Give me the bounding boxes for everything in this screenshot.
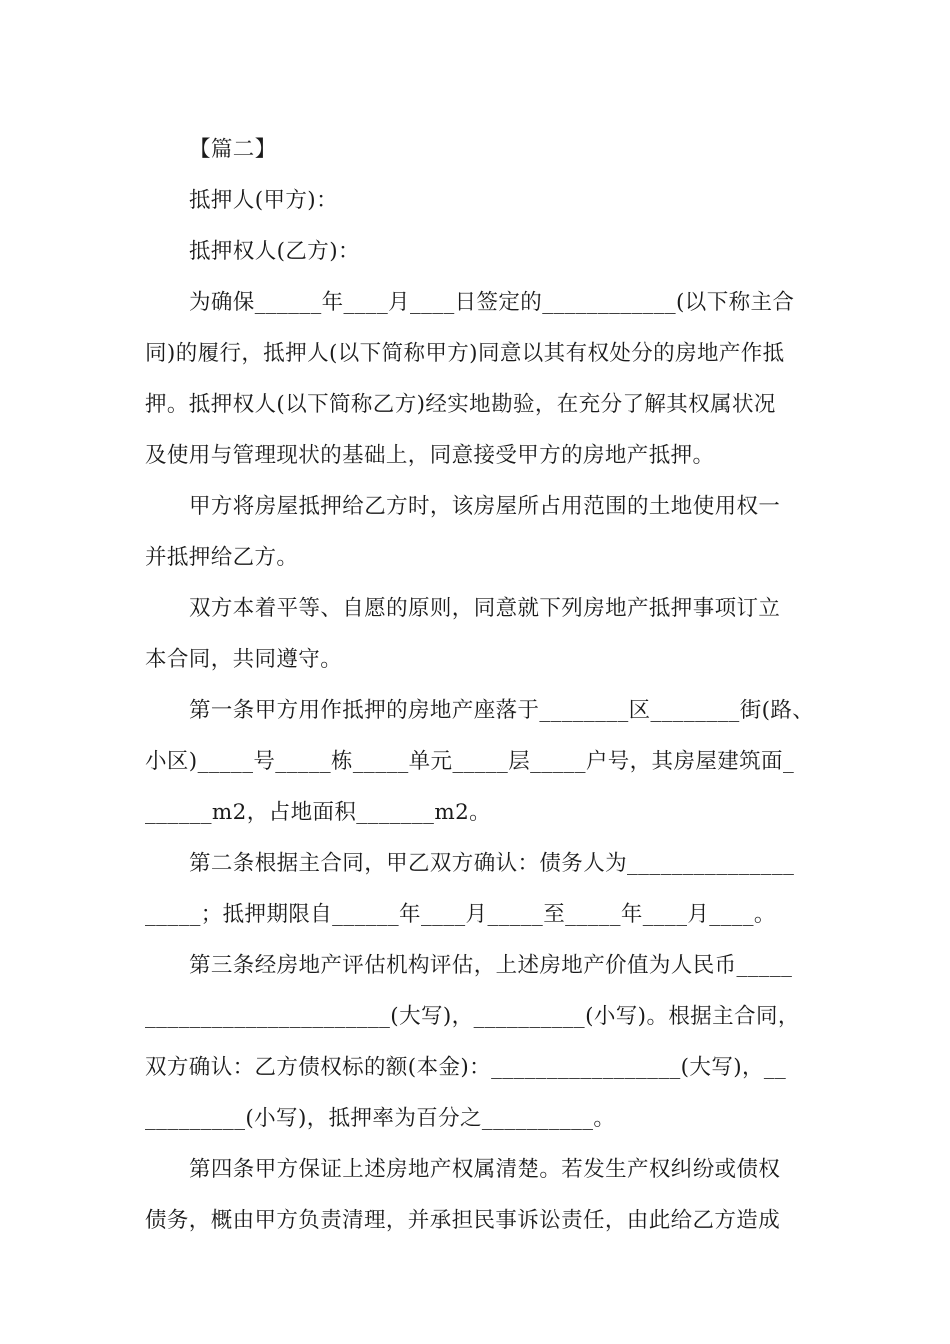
paragraph-line: 双方本着平等、自愿的原则，同意就下列房地产抵押事项订立	[189, 596, 781, 621]
paragraph-line: 第一条甲方用作抵押的房地产座落于________区________街(路、	[189, 698, 815, 723]
paragraph-line: 第三条经房地产评估机构评估，上述房地产价值为人民币_____	[189, 953, 793, 978]
paragraph-line: 同)的履行，抵押人(以下简称甲方)同意以其有权处分的房地产作抵	[145, 341, 785, 366]
mortgagee-line: 抵押权人(乙方)：	[189, 239, 360, 264]
article-1	[145, 685, 815, 838]
paragraph-line: 押。抵押权人(以下简称乙方)经实地勘验，在充分了解其权属状况	[145, 392, 776, 417]
paragraph-line: 第四条甲方保证上述房地产权属清楚。若发生产权纠纷或债权	[189, 1157, 781, 1182]
contract-page	[145, 124, 815, 1246]
mortgagor-line: 抵押人(甲方)：	[189, 188, 338, 213]
paragraph-line: _________(小写)，抵押率为百分之__________。	[145, 1106, 616, 1131]
paragraph-principle	[145, 583, 810, 685]
paragraph-line: 为确保______年____月____日签定的____________(以下称主合	[189, 290, 795, 315]
paragraph-line: 债务，概由甲方负责清理，并承担民事诉讼责任，由此给乙方造成	[145, 1208, 781, 1233]
paragraph-line: 及使用与管理现状的基础上，同意接受甲方的房地产抵押。	[145, 443, 715, 468]
paragraph-line: 双方确认：乙方债权标的额(本金)：_________________(大写)，__	[145, 1055, 787, 1080]
paragraph-line: 小区)_____号_____栋_____单元_____层_____户号，其房屋建筑面_	[145, 749, 795, 774]
paragraph-line: 并抵押给乙方。	[145, 545, 299, 570]
paragraph-line: ______m2，占地面积_______m2。	[145, 800, 492, 825]
paragraph-line: 甲方将房屋抵押给乙方时，该房屋所占用范围的土地使用权一	[189, 494, 781, 519]
article-2	[145, 838, 810, 940]
paragraph-line: ______________________(大写)，__________(小写)。根据主合同，	[145, 1004, 800, 1029]
section-heading: 【篇二】	[189, 137, 277, 162]
paragraph-line: 本合同，共同遵守。	[145, 647, 343, 672]
paragraph-line: _____；抵押期限自______年____月_____至_____年____月____。	[145, 902, 776, 927]
article-4	[145, 1144, 810, 1246]
paragraph-preamble	[145, 277, 810, 481]
paragraph-line: 第二条根据主合同，甲乙双方确认：债务人为_______________	[189, 851, 795, 876]
article-3	[145, 940, 810, 1144]
paragraph-land-use	[145, 481, 810, 583]
